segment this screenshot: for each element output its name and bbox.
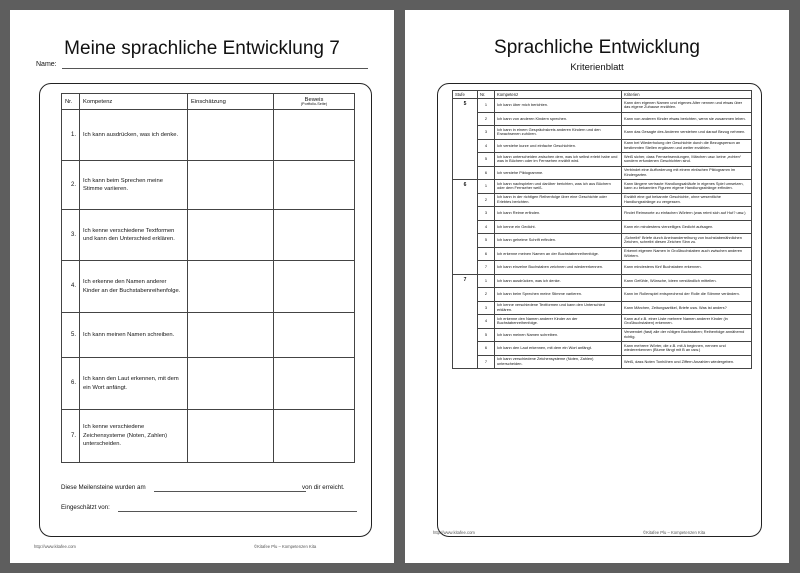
page-subtitle: Kriterienblatt <box>570 62 624 73</box>
competence-text: Ich kann nachspielen und darüber berichten, was ich aus Büchern oder dem Fernseher weiß. <box>495 180 622 194</box>
competence-table <box>61 93 355 463</box>
stufe-cell: 7 <box>453 274 478 369</box>
competence-text: Ich kann ausdrücken, was ich denke. <box>80 110 188 161</box>
criteria-text: Erkennt eigenen Namen in Großbuchstaben auch zwischen anderen Wörtern. <box>622 247 752 261</box>
header-stufe: Stufe <box>453 91 478 99</box>
row-number: 1 <box>478 180 495 194</box>
assessment-cell[interactable] <box>188 313 274 358</box>
evidence-cell[interactable] <box>274 410 355 463</box>
footer-url: http://www.kitafee.com <box>34 544 76 549</box>
milestone-date-line[interactable] <box>154 491 306 492</box>
row-number: 1 <box>478 274 495 288</box>
row-number: 5 <box>478 153 495 167</box>
header-beweis <box>274 94 355 110</box>
criteria-text: Weiß, dass Noten Tonhöhen und Ziffern Anzahlen wiedergeben. <box>622 355 752 369</box>
row-number: 7. <box>62 410 80 463</box>
table-row <box>62 261 355 313</box>
header-nr: Nr. <box>478 91 495 99</box>
name-field-line[interactable] <box>62 68 368 69</box>
table-row <box>62 410 355 463</box>
page-title: Meine sprachliche Entwicklung 7 <box>64 38 340 59</box>
table-row <box>62 313 355 358</box>
stufe-cell: 5 <box>453 99 478 180</box>
competence-text: Ich kann unterscheiden zwischen dem, was ich selbst erlebt habe und was in Büchern oder im Fernsehen erzählt wird. <box>495 153 622 167</box>
assessment-cell[interactable] <box>188 110 274 161</box>
row-number: 5. <box>62 313 80 358</box>
page-title: Sprachliche Entwicklung <box>494 37 700 58</box>
table-row <box>62 358 355 410</box>
row-number: 5 <box>478 328 495 342</box>
criteria-text: Erzählt eine gut bekannte Geschichte, ohne wesentliche Handlungsstränge zu vergessen. <box>622 193 752 207</box>
row-number: 3 <box>478 126 495 140</box>
assessment-cell[interactable] <box>188 210 274 261</box>
table-row <box>453 112 752 126</box>
competence-text: Ich kann in einem Gesprächskreis anderen Kindern und den Erwachsenen zuhören. <box>495 126 622 140</box>
name-label: Name: <box>36 61 57 68</box>
table-row <box>453 274 752 288</box>
row-number: 6 <box>478 342 495 356</box>
row-number: 7 <box>478 261 495 275</box>
footer-copyright: ©Kitafee Plu – Kompetenzen Kita <box>254 544 317 549</box>
table-row <box>453 193 752 207</box>
competence-text: Ich kann einzelne Buchstaben zeichnen und wiedererkennen. <box>495 261 622 275</box>
header-nr: Nr. <box>62 94 80 110</box>
table-row <box>453 261 752 275</box>
competence-text: Ich kann beim Sprechen meine Stimme variieren. <box>80 161 188 210</box>
competence-text: Ich kann verschiedene Zeichensysteme (Noten, Zahlen) unterscheiden. <box>495 355 622 369</box>
assessed-line[interactable] <box>118 511 357 512</box>
competence-text: Ich kenne verschiedene Zeichensysteme (Noten, Zahlen) unterscheiden. <box>80 410 188 463</box>
table-row <box>453 220 752 234</box>
competence-text: Ich kann den Laut erkennen, mit dem ein Wort anfängt. <box>80 358 188 410</box>
row-number: 4. <box>62 261 80 313</box>
table-row <box>453 315 752 329</box>
table-row <box>453 247 752 261</box>
row-number: 2 <box>478 193 495 207</box>
competence-text: Ich kann den Laut erkennen, mit dem ein Wort anfängt. <box>495 342 622 356</box>
header-beweis-sub: (Portfolio-Seite) <box>300 101 328 106</box>
assessment-cell[interactable] <box>188 261 274 313</box>
criteria-text: Kann von anderen Kinder etwas berichten, wenn sie zusammen leben. <box>622 112 752 126</box>
row-number: 1. <box>62 110 80 161</box>
competence-text: Ich kann beim Sprechen meine Stimme variieren. <box>495 288 622 302</box>
table-row <box>62 161 355 210</box>
milestone-text: Diese Meilensteine wurden am <box>61 484 146 491</box>
criteria-text: Kann das Gesagte des Anderen verstehen und darauf Bezug nehmen. <box>622 126 752 140</box>
row-number: 6 <box>478 166 495 180</box>
competence-text: Ich kann von anderen Kindern sprechen. <box>495 112 622 126</box>
table-row <box>453 153 752 167</box>
row-number: 3 <box>478 207 495 221</box>
row-number: 6 <box>478 247 495 261</box>
row-number: 6. <box>62 358 80 410</box>
evidence-cell[interactable] <box>274 313 355 358</box>
footer-copyright: ©Kitafee Plu – Kompetenzen Kita <box>643 530 706 535</box>
criteria-text: Kann mindestens fünf Buchstaben erkennen. <box>622 261 752 275</box>
table-row <box>453 126 752 140</box>
row-number: 3 <box>478 301 495 315</box>
table-row <box>453 166 752 180</box>
competence-text: Ich kenne ein Gedicht. <box>495 220 622 234</box>
table-row <box>453 342 752 356</box>
evidence-cell[interactable] <box>274 161 355 210</box>
competence-text: Ich verstehe kurze und einfache Geschichten. <box>495 139 622 153</box>
criteria-text: Findet Reimworte zu einfachen Wörtern (was reimt sich auf Hut? usw.) <box>622 207 752 221</box>
competence-text: Ich kann in der richtigen Reihenfolge über eine Geschichte oder Erlebtes berichten. <box>495 193 622 207</box>
evidence-cell[interactable] <box>274 261 355 313</box>
criteria-text: Verwendet (fast) alle der nötigen Buchstaben; Reihenfolge annähernd richtig. <box>622 328 752 342</box>
criteria-text: „Schreibt“ Briefe durch Aneinanderreihung von buchstabenähnlichen Zeichen, schreibt diesen Zeichen Sinn zu. <box>622 234 752 248</box>
competence-text: Ich verstehe Piktogramme. <box>495 166 622 180</box>
row-number: 4 <box>478 220 495 234</box>
criteria-text: Kann ein mindestens vierzeiliges Gedicht aufsagen. <box>622 220 752 234</box>
assessment-cell[interactable] <box>188 358 274 410</box>
table-row <box>453 234 752 248</box>
right-page <box>405 10 789 563</box>
criteria-text: Kann auf z.B. einer Liste mehrere Namen anderer Kinder (in Großbuchstaben) erkennen. <box>622 315 752 329</box>
criteria-table <box>452 90 752 369</box>
table-row <box>453 301 752 315</box>
evidence-cell[interactable] <box>274 210 355 261</box>
competence-text: Ich kann ausdrücken, was ich denke. <box>495 274 622 288</box>
criteria-text: Kann längere vertraute Handlungsabläufe in eigenes Spiel umsetzen, kann zu bekannten Figuren eigene Handlungsstränge erfinden. <box>622 180 752 194</box>
evidence-cell[interactable] <box>274 110 355 161</box>
assessment-cell[interactable] <box>188 410 274 463</box>
criteria-text: Kann Gefühle, Wünsche, Ideen verständlich mitteilen. <box>622 274 752 288</box>
table-row <box>453 99 752 113</box>
competence-text: Ich kann über mich berichten. <box>495 99 622 113</box>
table-row <box>453 355 752 369</box>
table-row <box>453 288 752 302</box>
criteria-text: Kann den eigenen Namen und eigenes Alter nennen und etwas über das eigene Zuhause erzählen. <box>622 99 752 113</box>
row-number: 1 <box>478 99 495 113</box>
table-row <box>453 207 752 221</box>
header-beweis-label: Beweis <box>304 96 324 103</box>
header-kriterien: Kriterien <box>622 91 752 99</box>
row-number: 2 <box>478 288 495 302</box>
competence-text: Ich kann geheime Schrift erfinden. <box>495 234 622 248</box>
criteria-text: Kann bei Wiederholung der Geschichte durch die Bezugsperson an bestimmten Stellen ergänzen und weiter erzählen. <box>622 139 752 153</box>
milestone-suffix: von dir erreicht. <box>302 484 345 491</box>
criteria-text: Verbindet eine Aufforderung mit einem einfachen Piktogramm im Kindergarten. <box>622 166 752 180</box>
table-row <box>453 328 752 342</box>
header-einschaetzung: Einschätzung <box>188 94 274 110</box>
criteria-text: Kann Märchen, Zeitungsartikel, Briefe usw. Was ist anders? <box>622 301 752 315</box>
competence-text: Ich kenne verschiedene Textformen und kann den Unterschied erklären. <box>495 301 622 315</box>
row-number: 2 <box>478 112 495 126</box>
header-kompetenz: Kompetenz <box>495 91 622 99</box>
competence-text: Ich kann Reime erfinden. <box>495 207 622 221</box>
table-row <box>453 180 752 194</box>
footer-url: http://www.kitafee.com <box>433 530 475 535</box>
criteria-text: Weiß sicher, dass Fernsehsendungen, Märchen usw. keine „echten“ sondern erfundenen Geschichten sind. <box>622 153 752 167</box>
assessed-label: Eingeschätzt von: <box>61 504 110 511</box>
competence-text: Ich erkenne den Namen anderer Kinder an der Buchstabenreihenfolge. <box>495 315 622 329</box>
left-page <box>10 10 394 563</box>
competence-text: Ich erkenne den Namen anderer Kinder an der Buchstabenreihenfolge. <box>80 261 188 313</box>
criteria-text: Kann mehrere Wörter, die z.B. mit A beginnen, nennen und wiedererkennen (Blume fängt mit B an usw.) <box>622 342 752 356</box>
competence-text: Ich kann meinen Namen schreiben. <box>80 313 188 358</box>
row-number: 5 <box>478 234 495 248</box>
assessment-cell[interactable] <box>188 161 274 210</box>
row-number: 4 <box>478 315 495 329</box>
competence-text: Ich erkenne meinen Namen an der Buchstabenreihenfolge. <box>495 247 622 261</box>
stufe-cell: 6 <box>453 180 478 275</box>
evidence-cell[interactable] <box>274 358 355 410</box>
competence-text: Ich kann meinen Namen schreiben. <box>495 328 622 342</box>
competence-text: Ich kenne verschiedene Textformen und kann den Unterschied erklären. <box>80 210 188 261</box>
table-row <box>62 210 355 261</box>
row-number: 2. <box>62 161 80 210</box>
row-number: 4 <box>478 139 495 153</box>
table-row <box>62 110 355 161</box>
row-number: 7 <box>478 355 495 369</box>
table-row <box>453 139 752 153</box>
criteria-text: Kann im Rollenspiel entsprechend der Rolle die Stimme verändern. <box>622 288 752 302</box>
row-number: 3. <box>62 210 80 261</box>
header-kompetenz: Kompetenz <box>80 94 188 110</box>
